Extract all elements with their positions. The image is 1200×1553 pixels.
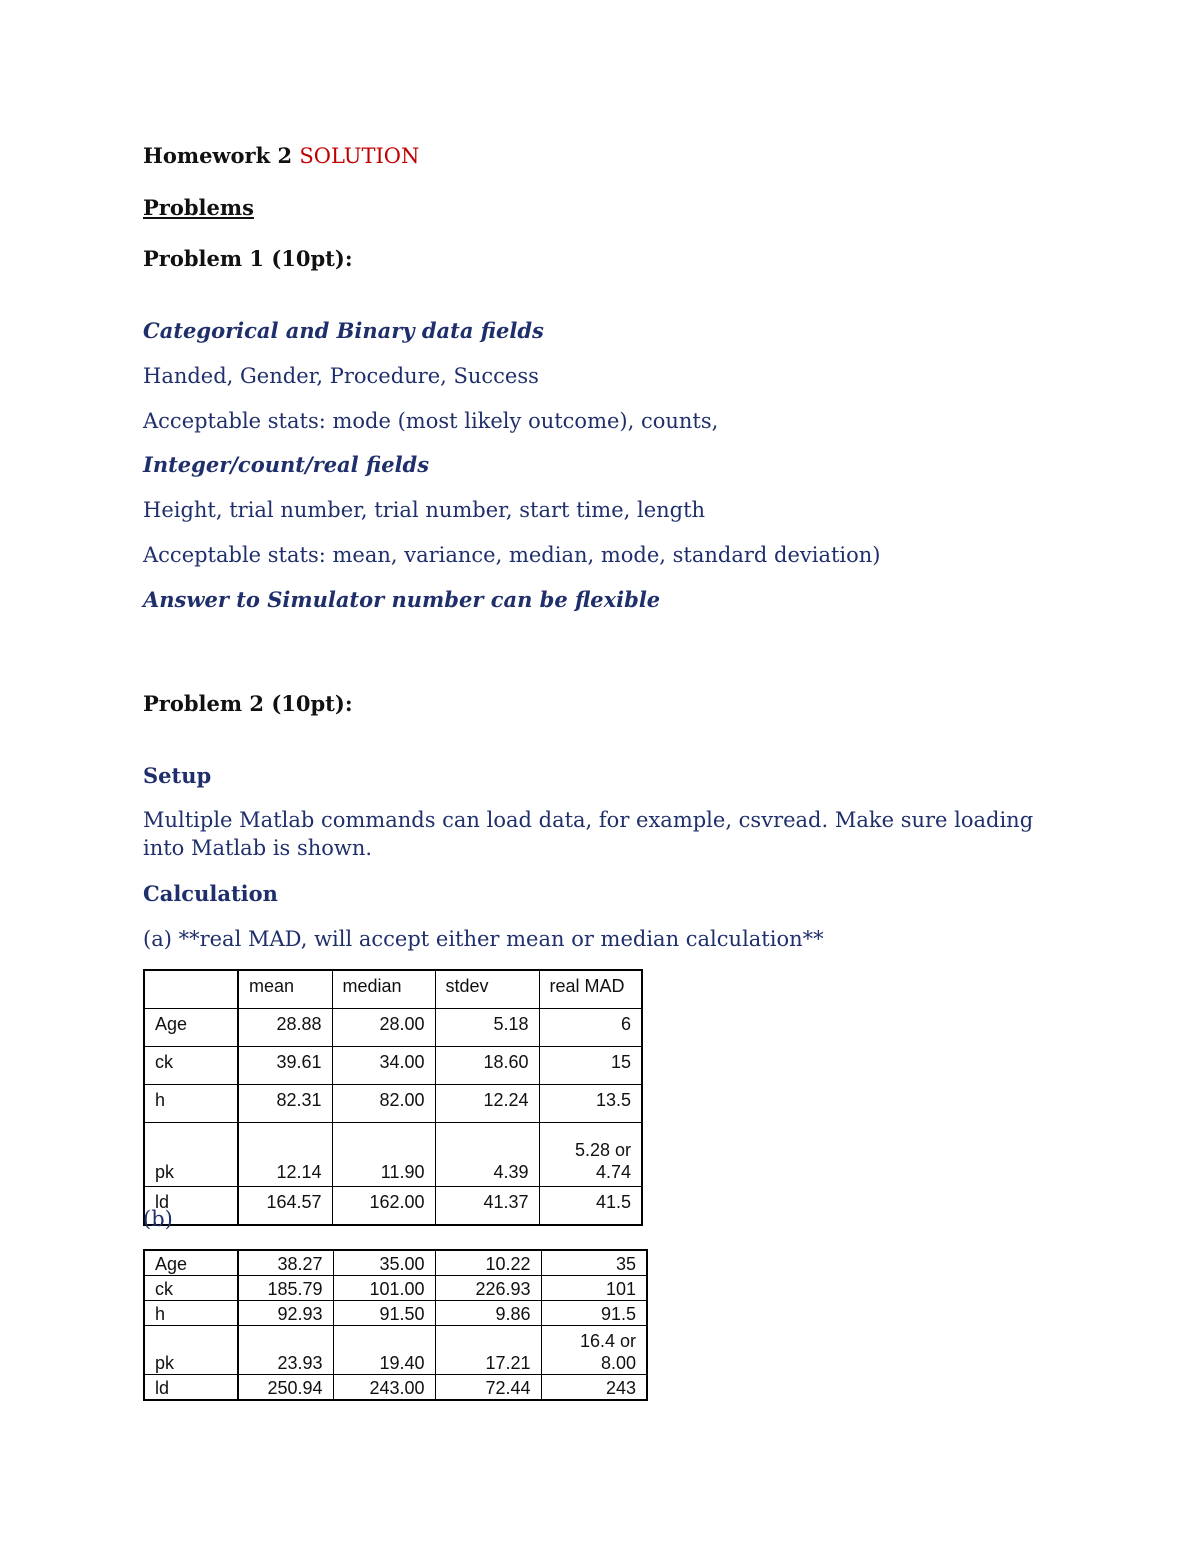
setup-text: Multiple Matlab commands can load data, for example, csvread. Make sure loading into Matlab is shown. (143, 808, 1034, 860)
table-cell: 101 (541, 1276, 647, 1301)
table-cell: 12.14 (238, 1123, 332, 1187)
document-title (143, 143, 419, 169)
table-cell: 41.5 (539, 1187, 642, 1226)
table-cell: 82.00 (332, 1085, 435, 1123)
section-heading: Problems (143, 195, 254, 220)
part-b-label: (b) (143, 1207, 173, 1231)
table-cell: 38.27 (238, 1250, 333, 1276)
table-cell: 16.4 or 8.00 (541, 1326, 647, 1375)
table-row (144, 1085, 642, 1123)
table-cell: 164.57 (238, 1187, 332, 1226)
table-cell: 91.50 (333, 1301, 435, 1326)
categorical-heading: Categorical and Binary data fields (143, 318, 544, 343)
table-cell: 39.61 (238, 1047, 332, 1085)
table-cell: Age (144, 1009, 238, 1047)
table-cell: pk (144, 1123, 238, 1187)
stats-table-b (143, 1249, 648, 1401)
table-cell: 82.31 (238, 1085, 332, 1123)
table-row (144, 1301, 647, 1326)
table-cell: 91.5 (541, 1301, 647, 1326)
table-cell: 101.00 (333, 1276, 435, 1301)
table-row (144, 1123, 642, 1187)
setup-heading: Setup (143, 763, 212, 788)
part-a-label: (a) **real MAD, will accept either mean or median calculation** (143, 927, 824, 951)
categorical-stats: Acceptable stats: mode (most likely outcome), counts, (143, 409, 719, 433)
problem1-heading: Problem 1 (10pt): (143, 246, 353, 271)
problem2-heading: Problem 2 (10pt): (143, 691, 353, 716)
table-cell: 5.18 (435, 1009, 539, 1047)
table-cell: 4.39 (435, 1123, 539, 1187)
table-cell: 35.00 (333, 1250, 435, 1276)
table-cell: 10.22 (435, 1250, 541, 1276)
table-row (144, 1375, 647, 1401)
table-cell: 11.90 (332, 1123, 435, 1187)
table-header-row (144, 970, 642, 1009)
table-cell: 35 (541, 1250, 647, 1276)
table-cell: 15 (539, 1047, 642, 1085)
table-cell: ld (144, 1375, 238, 1401)
table-cell: 41.37 (435, 1187, 539, 1226)
table-cell: 19.40 (333, 1326, 435, 1375)
table-row (144, 1326, 647, 1375)
table-cell: 162.00 (332, 1187, 435, 1226)
integer-fields: Height, trial number, trial number, start time, length (143, 498, 706, 522)
simulator-note: Answer to Simulator number can be flexible (143, 587, 661, 612)
table-cell: 9.86 (435, 1301, 541, 1326)
table-cell: h (144, 1301, 238, 1326)
table-cell: 72.44 (435, 1375, 541, 1401)
table-header-cell: real MAD (539, 970, 642, 1009)
table-cell: 92.93 (238, 1301, 333, 1326)
table-header-cell (144, 970, 238, 1009)
stats-table-a (143, 969, 643, 1226)
table-cell: 28.88 (238, 1009, 332, 1047)
table-cell: ck (144, 1276, 238, 1301)
calculation-heading: Calculation (143, 881, 278, 906)
table-cell: Age (144, 1250, 238, 1276)
table-header-cell: median (332, 970, 435, 1009)
title-highlight: SOLUTION (299, 144, 420, 168)
table-cell: 226.93 (435, 1276, 541, 1301)
table-row (144, 1187, 642, 1226)
table-cell: 23.93 (238, 1326, 333, 1375)
table-cell: 243 (541, 1375, 647, 1401)
categorical-fields: Handed, Gender, Procedure, Success (143, 364, 539, 388)
table-cell: 13.5 (539, 1085, 642, 1123)
table-cell: 250.94 (238, 1375, 333, 1401)
table-cell: 185.79 (238, 1276, 333, 1301)
table-cell: 6 (539, 1009, 642, 1047)
integer-heading: Integer/count/real fields (143, 452, 430, 477)
title-main: Homework 2 (143, 143, 293, 168)
table-cell: 5.28 or 4.74 (539, 1123, 642, 1187)
table-cell: ld (144, 1187, 238, 1226)
table-cell: 18.60 (435, 1047, 539, 1085)
table-cell: 17.21 (435, 1326, 541, 1375)
table-row (144, 1276, 647, 1301)
table-cell: pk (144, 1326, 238, 1375)
table-cell: ck (144, 1047, 238, 1085)
table-header-cell: stdev (435, 970, 539, 1009)
table-cell: 28.00 (332, 1009, 435, 1047)
integer-stats: Acceptable stats: mean, variance, median, mode, standard deviation) (143, 543, 881, 567)
table-cell: 243.00 (333, 1375, 435, 1401)
table-row (144, 1047, 642, 1085)
table-cell: h (144, 1085, 238, 1123)
table-row (144, 1250, 647, 1276)
table-cell: 12.24 (435, 1085, 539, 1123)
table-header-cell: mean (238, 970, 332, 1009)
table-row (144, 1009, 642, 1047)
table-cell: 34.00 (332, 1047, 435, 1085)
